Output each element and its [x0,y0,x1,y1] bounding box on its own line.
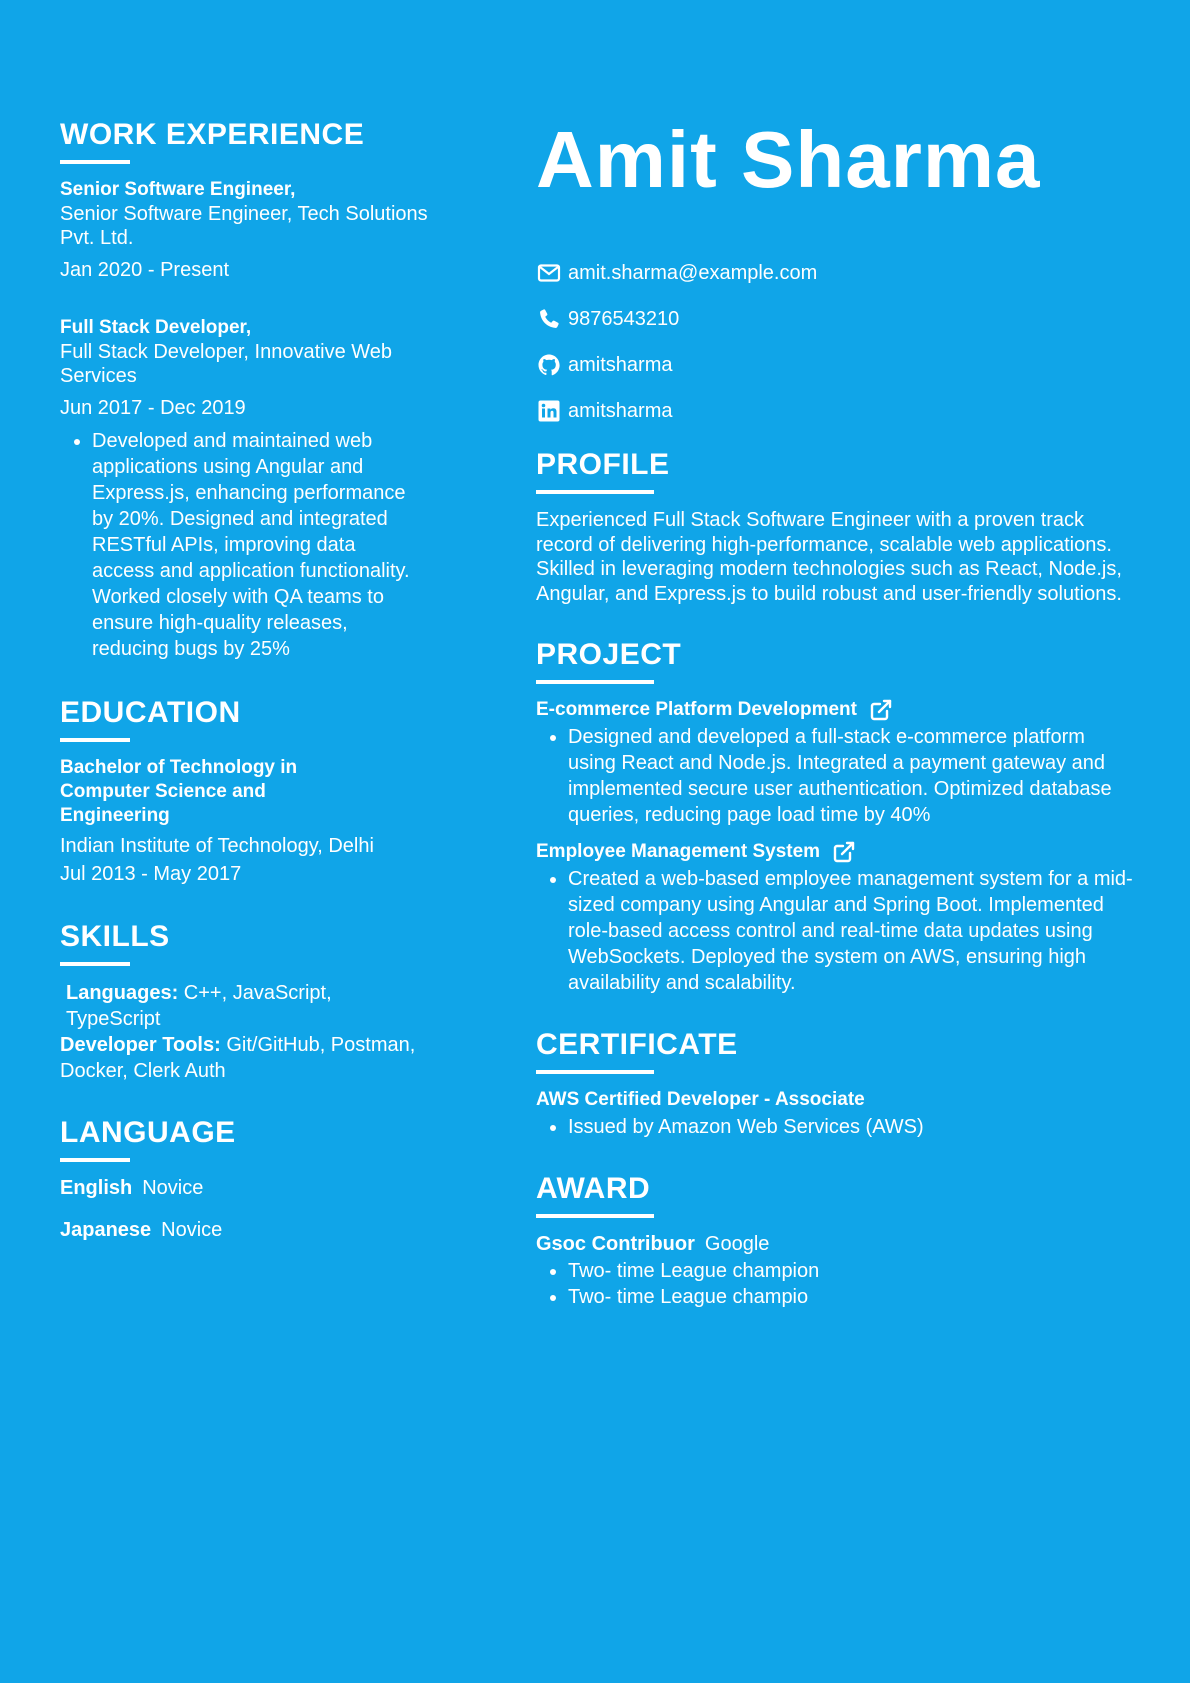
award-heading: AWARD [536,1172,651,1205]
job-company: Senior Software Engineer, Tech Solutions Pvt. Ltd. [60,203,428,249]
github-icon [536,352,562,378]
phone-icon [536,306,562,332]
project-bullet: • Designed and developed a full-stack e-commerce platform using React and Node.js. Integrated a payment gateway and implemented secure user authentication. Optimized database queries, reducing page load time by 40% [568,724,1136,828]
job-bullets [60,428,410,662]
project-name: E-commerce Platform Development [536,699,857,720]
heading-underline [60,1158,130,1162]
skill-value: C++, JavaScript, TypeScript [66,982,332,1030]
work-experience-section [60,118,430,662]
skill-label: Developer Tools: [60,1034,221,1056]
job-dates: Jun 2017 - Dec 2019 [60,397,246,419]
heading-underline [536,680,654,684]
contact-phone[interactable] [536,306,1136,332]
award-bullet: • Two- time League champio [568,1284,1136,1310]
left-column [60,118,430,1260]
skill-value: Git/GitHub, Postman, Docker, Clerk Auth [60,1034,416,1082]
project-entry [536,698,1136,828]
skills-heading: SKILLS [60,920,170,953]
project-section [536,638,1136,996]
award-section [536,1172,1136,1310]
skills-section [60,920,430,1084]
job-entry [60,178,430,282]
award-org: Google [704,1233,770,1255]
institute: Indian Institute of Technology, Delhi [60,835,374,857]
degree: Bachelor of Technology in Computer Science and Engineering [60,757,298,826]
certificate-heading: CERTIFICATE [536,1028,738,1061]
project-heading: PROJECT [536,638,682,671]
contact-github[interactable] [536,352,1136,378]
linkedin-text: amitsharma [568,400,673,422]
work-experience-heading: WORK EXPERIENCE [60,118,365,151]
project-bullets [536,724,1136,828]
profile-heading: PROFILE [536,448,670,481]
contact-email[interactable] [536,260,1136,286]
skill-languages [60,980,430,1032]
certificate-bullet: • Issued by Amazon Web Services (AWS) [568,1114,1136,1140]
heading-underline [536,1214,654,1218]
job-bullet: • Developed and maintained web applications using Angular and Express.js, enhancing performance by 20%. Designed and integrated RESTful APIs, improving data access and application functionality. Worked closely with QA teams to ensure high-quality releases, reducing bugs by 25% [92,428,410,662]
right-column [536,112,1136,1310]
language-item [60,1218,430,1242]
heading-underline [60,962,130,966]
skill-tools [60,1032,430,1084]
external-link-icon[interactable] [832,840,856,864]
heading-underline [536,1070,654,1074]
language-name: Japanese [60,1219,152,1241]
external-link-icon[interactable] [869,698,893,722]
project-title [536,840,1136,864]
certificate-section [536,1028,1136,1140]
language-level: Novice [142,1177,204,1199]
profile-section [536,448,1136,606]
award-entry [536,1232,1136,1256]
envelope-icon [536,260,562,286]
education-dates: Jul 2013 - May 2017 [60,863,242,885]
profile-text: Experienced Full Stack Software Engineer with a proven track record of delivering high-performance, scalable web applications. Skilled in leveraging modern technologies such as React, Node.js, Angular, and Express.js to build robust and user-friendly solutions. [536,509,1122,605]
job-title: Full Stack Developer, [60,317,252,338]
job-title: Senior Software Engineer, [60,179,296,200]
award-bullet: • Two- time League champion [568,1258,1136,1284]
job-entry [60,316,430,662]
award-bullets [536,1258,1136,1310]
heading-underline [60,738,130,742]
heading-underline [536,490,654,494]
phone-text: 9876543210 [568,308,680,330]
job-dates: Jan 2020 - Present [60,259,229,281]
skill-label: Languages: [66,982,179,1004]
language-name: English [60,1177,133,1199]
education-section [60,696,430,886]
linkedin-icon [536,398,562,424]
project-bullet: • Created a web-based employee management system for a mid-sized company using Angular and Spring Boot. Implemented role-based access control and real-time data updates using WebSockets. Deployed the system on AWS, ensuring high availability and scalability. [568,866,1136,996]
email-text: amit.sharma@example.com [568,262,818,284]
project-title [536,698,1136,722]
job-company: Full Stack Developer, Innovative Web Services [60,341,393,387]
education-heading: EDUCATION [60,696,241,729]
language-heading: LANGUAGE [60,1116,236,1149]
certificate-bullets [536,1114,1136,1140]
project-entry [536,840,1136,996]
heading-underline [60,160,130,164]
candidate-name: Amit Sharma [536,115,1041,204]
award-title: Gsoc Contribuor [536,1233,695,1255]
project-bullets [536,866,1136,996]
language-level: Novice [161,1219,223,1241]
project-name: Employee Management System [536,841,821,862]
language-section [60,1116,430,1242]
certificate-title: AWS Certified Developer - Associate [536,1089,865,1110]
github-text: amitsharma [568,354,673,376]
contact-linkedin[interactable] [536,398,1136,424]
language-item [60,1176,430,1200]
